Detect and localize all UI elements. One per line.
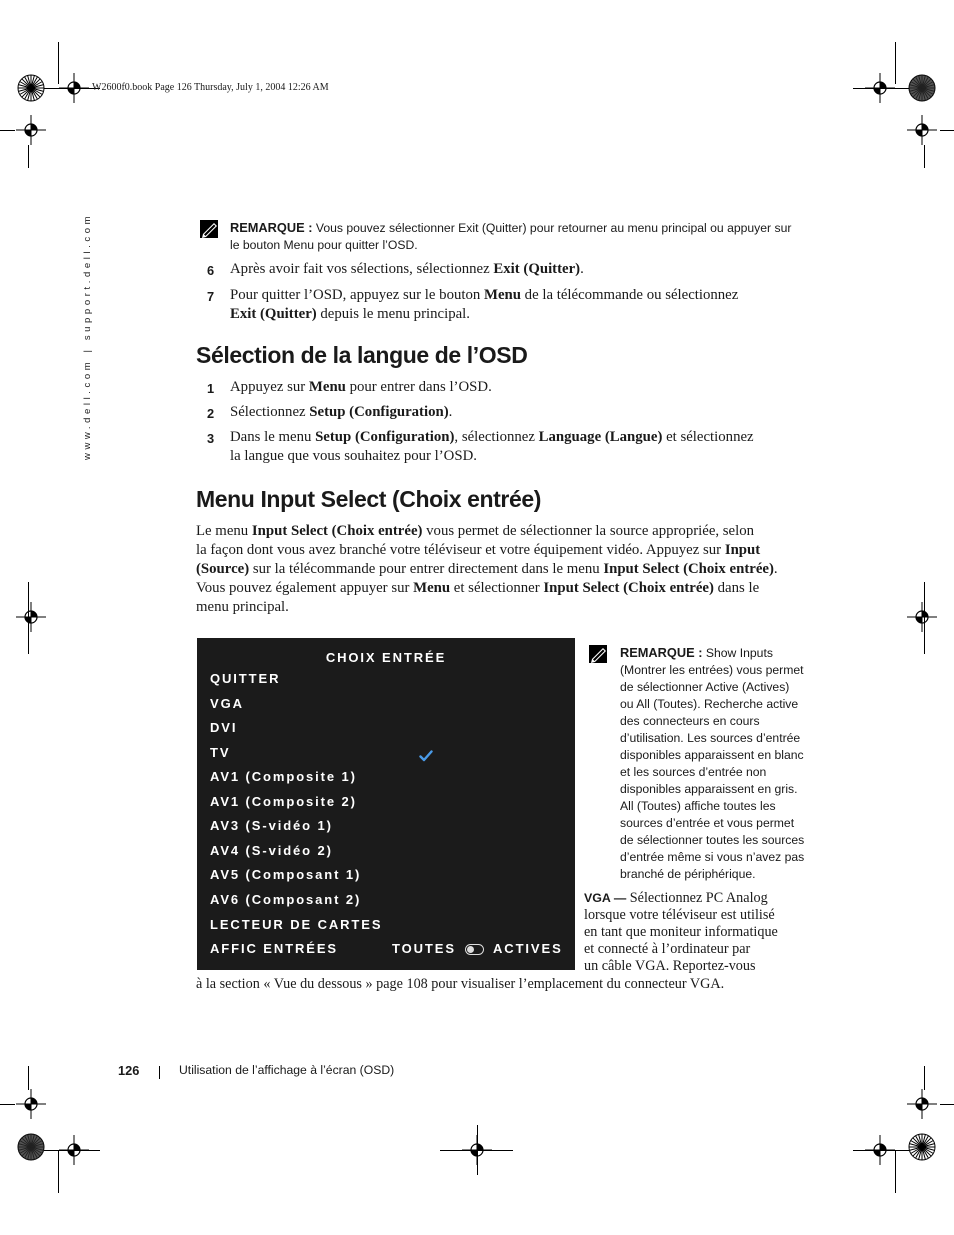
vga-text-line: en tant que moniteur informatique xyxy=(584,924,778,940)
section-heading-input-select: Menu Input Select (Choix entrée) xyxy=(196,486,542,512)
note-text-line: d’utilisation. Les sources d’entrée xyxy=(620,731,801,745)
crop-line xyxy=(853,88,909,89)
note-text-line: (Montrer les entrées) vous permet xyxy=(620,663,804,677)
osd-menu-item[interactable]: AV1 (Composite 2) xyxy=(210,794,357,809)
book-slug: W2600f0.book Page 126 Thursday, July 1, 2004 12:26 AM xyxy=(92,82,329,93)
osd-menu-item[interactable]: AV4 (S-vidéo 2) xyxy=(210,843,333,858)
crop-line xyxy=(940,130,954,131)
osd-menu-item[interactable]: VGA xyxy=(210,696,244,711)
crop-line xyxy=(853,1150,909,1151)
osd-menu-item[interactable]: AV3 (S-vidéo 1) xyxy=(210,818,333,833)
osd-menu-item[interactable]: AV5 (Composant 1) xyxy=(210,867,362,882)
note-text-line1: Vous pouvez sélectionner Exit (Quitter) pour retourner au menu principal ou appuyer sur xyxy=(315,221,792,235)
osd-menu-item[interactable]: QUITTER xyxy=(210,671,281,686)
note-text-line: disponibles apparaissent en blanc xyxy=(620,748,804,762)
color-bar-star-icon xyxy=(16,1132,46,1162)
note-text-line: des connecteurs en cours xyxy=(620,714,760,728)
sidebar-url: www.dell.com | support.dell.com xyxy=(82,212,93,460)
checkmark-icon xyxy=(419,750,433,762)
step-number: 6 xyxy=(207,263,215,278)
registration-mark-icon xyxy=(16,602,46,632)
step-text: Après avoir fait vos sélections, sélectionnez Exit (Quitter). xyxy=(230,261,584,277)
osd-menu-item[interactable]: AV6 (Composant 2) xyxy=(210,892,362,907)
note-text-line: et les sources d’entrée non xyxy=(620,765,767,779)
note-text-line: disponibles apparaissent en gris. xyxy=(620,782,798,796)
note-text-line: de sélectionner toutes les sources xyxy=(620,833,805,847)
osd-menu-screenshot xyxy=(197,638,575,970)
vga-text-line: un câble VGA. Reportez-vous xyxy=(584,958,756,974)
registration-mark-icon xyxy=(907,115,937,145)
crop-line xyxy=(895,1150,896,1193)
note-text-line: branché de périphérique. xyxy=(620,867,756,881)
osd-menu-item[interactable]: LECTEUR DE CARTES xyxy=(210,917,383,932)
osd-menu-item[interactable]: TV xyxy=(210,745,231,760)
toggle-knob xyxy=(467,946,474,953)
crop-line xyxy=(924,582,925,654)
osd-menu-item[interactable]: AFFIC ENTRÉES xyxy=(210,941,338,956)
osd-menu-item[interactable]: DVI xyxy=(210,720,238,735)
step-number: 7 xyxy=(207,289,215,304)
note-pencil-icon xyxy=(199,219,221,239)
osd-toggle-left-label: TOUTES xyxy=(392,941,456,956)
vga-text-line: lorsque votre téléviseur est utilisé xyxy=(584,907,775,923)
note-remarque-show-inputs xyxy=(620,644,830,883)
crop-line xyxy=(58,1150,59,1193)
note-remarque-exit xyxy=(230,219,830,254)
crop-line xyxy=(44,1150,100,1151)
crop-line xyxy=(28,582,29,654)
crop-line xyxy=(28,1066,29,1090)
step-text: Pour quitter l’OSD, appuyez sur le bouton Menu de la télécommande ou sélectionnez Exit (Quitter) depuis le menu principal. xyxy=(230,287,739,322)
crop-line xyxy=(924,145,925,168)
note-text-line: ou All (Toutes). Recherche active xyxy=(620,697,799,711)
note-text-line: Show Inputs xyxy=(705,646,773,660)
osd-toggle-right-label: ACTIVES xyxy=(493,941,563,956)
vga-text-line: et connecté à l’ordinateur par xyxy=(584,941,751,957)
vga-text-line: Sélectionnez PC Analog xyxy=(629,890,768,906)
step-number: 1 xyxy=(207,381,215,396)
section-heading-language: Sélection de la langue de l’OSD xyxy=(196,342,528,368)
input-select-paragraph: Le menu Input Select (Choix entrée) vous permet de sélectionner la source appropriée, selon la façon dont vous avez branché votre téléviseur et votre équipement vidéo. Appuyez sur Input (Source) sur la télécommande pour entrer directement dans le menu Input Select (Choix entrée). Vous pouvez également appuyer sur Menu et sélectionner Input Select (Choix entrée) dans le menu principal. xyxy=(196,523,778,615)
registration-mark-icon xyxy=(907,1089,937,1119)
note-text-line2: le bouton Menu pour quitter l’OSD. xyxy=(230,238,418,252)
step-text: Sélectionnez Setup (Configuration). xyxy=(230,404,453,420)
footer-chapter-title: Utilisation de l’affichage à l’écran (OSD) xyxy=(179,1063,395,1077)
step-number: 3 xyxy=(207,431,215,446)
step-number: 2 xyxy=(207,406,215,421)
note-text-line: de sélectionner Active (Actives) xyxy=(620,680,790,694)
note-text-line: All (Toutes) affiche toutes les xyxy=(620,799,776,813)
step-text: Appuyez sur Menu pour entrer dans l’OSD. xyxy=(230,379,492,395)
footer-divider xyxy=(159,1066,160,1079)
color-bar-star-icon xyxy=(16,73,46,103)
registration-mark-icon xyxy=(907,602,937,632)
note-label: REMARQUE : xyxy=(230,220,313,235)
vga-paragraph xyxy=(584,890,824,975)
color-bar-star-icon xyxy=(907,1132,937,1162)
crop-line xyxy=(924,1066,925,1090)
crop-line xyxy=(0,1104,15,1105)
crop-line xyxy=(0,130,15,131)
crop-line xyxy=(440,1150,513,1151)
registration-mark-icon xyxy=(16,1089,46,1119)
crop-line xyxy=(58,42,59,84)
vga-label: VGA — xyxy=(584,891,627,905)
crop-line xyxy=(940,1104,954,1105)
step-text: Dans le menu Setup (Configuration), sélectionnez Language (Langue) et sélectionnez la langue que vous souhaitez pour l’OSD. xyxy=(230,429,754,464)
note-label: REMARQUE : xyxy=(620,645,703,660)
crop-line xyxy=(895,42,896,84)
color-bar-star-icon xyxy=(907,73,937,103)
vga-last-line: à la section « Vue du dessous » page 108 pour visualiser l’emplacement du connecteur VGA. xyxy=(196,976,725,992)
osd-title: CHOIX ENTRÉE xyxy=(325,650,447,665)
note-pencil-icon xyxy=(588,644,610,664)
note-text-line: d’entrée même si vous n’avez pas xyxy=(620,850,805,864)
osd-toggle-switch[interactable] xyxy=(465,944,484,955)
note-text-line: sources d’entrée et vous permet xyxy=(620,816,795,830)
crop-line xyxy=(28,145,29,168)
osd-menu-item[interactable]: AV1 (Composite 1) xyxy=(210,769,357,784)
registration-mark-icon xyxy=(16,115,46,145)
page-number: 126 xyxy=(118,1063,140,1078)
